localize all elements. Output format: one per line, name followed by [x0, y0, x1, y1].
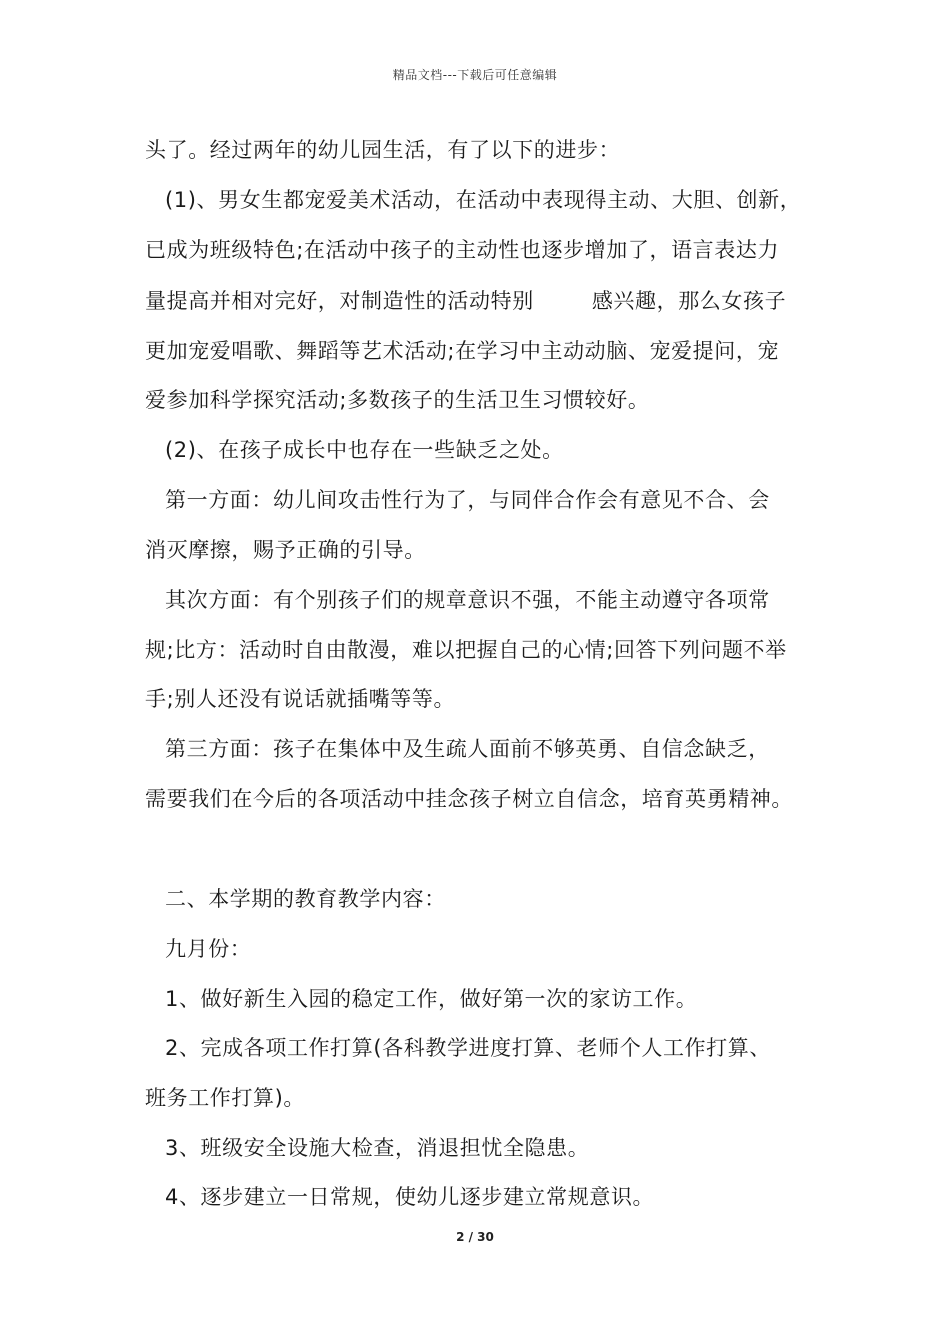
paragraph-line [145, 286, 786, 316]
list-item: 2、完成各项工作打算(各科教学进度打算、老师个人工作打算、 [165, 1036, 771, 1060]
paragraph-line: 已成为班级特色;在活动中孩子的主动性也逐步增加了，语言表达力 [145, 238, 780, 262]
paragraph-line: 第三方面：孩子在集体中及生疏人面前不够英勇、自信念缺乏， [165, 737, 770, 761]
paragraph-line: 第一方面：幼儿间攻击性行为了，与同伴合作会有意见不合、会 [165, 488, 770, 512]
section-heading: 二、本学期的教育教学内容： [165, 887, 446, 911]
paragraph-line: 更加宠爱唱歌、舞蹈等艺术活动;在学习中主动动脑、宠爱提问，宠 [145, 339, 780, 363]
paragraph-line: (1)、男女生都宠爱美术活动，在活动中表现得主动、大胆、创新， [165, 188, 802, 212]
paragraph-line: 需要我们在今后的各项活动中挂念孩子树立自信念，培育英勇精神。 [145, 787, 793, 811]
paragraph-line: (2)、在孩子成长中也存在一些缺乏之处。 [165, 438, 564, 462]
list-item: 4、逐步建立一日常规，使幼儿逐步建立常规意识。 [165, 1185, 655, 1209]
list-item: 1、做好新生入园的稳定工作，做好第一次的家访工作。 [165, 987, 698, 1011]
list-item: 3、班级安全设施大检查，消退担忧全隐患。 [165, 1136, 590, 1160]
paragraph-line: 班务工作打算)。 [145, 1086, 305, 1110]
paragraph-line: 规;比方：活动时自由散漫，难以把握自己的心情;回答下列问题不举 [145, 638, 787, 662]
paragraph-line: 头了。经过两年的幼儿园生活，有了以下的进步： [145, 138, 621, 162]
paragraph-line: 手;别人还没有说话就插嘴等等。 [145, 687, 456, 711]
paragraph-line: 其次方面：有个别孩子们的规章意识不强，不能主动遵守各项常 [165, 588, 770, 612]
paragraph-line: 爱参加科学探究活动;多数孩子的生活卫生习惯较好。 [145, 388, 650, 412]
paragraph-line-part: 量提高并相对完好，对制造性的活动特别 [145, 289, 534, 313]
paragraph-line-part: 感兴趣，那么女孩子 [591, 289, 787, 313]
paragraph-line: 九月份： [165, 937, 252, 961]
page-number: 2 / 30 [456, 1230, 494, 1244]
paragraph-line: 消灭摩擦，赐予正确的引导。 [145, 538, 426, 562]
page-header: 精品文档---下载后可任意编辑 [392, 68, 558, 82]
